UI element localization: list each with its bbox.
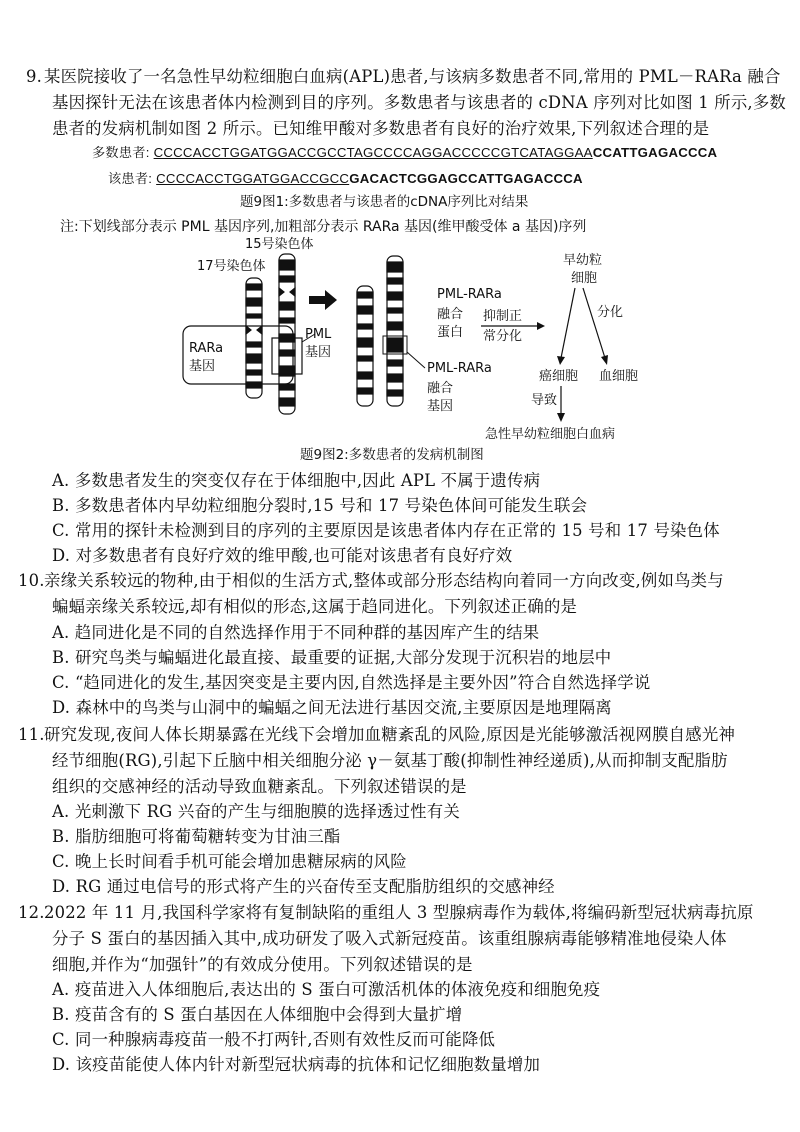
blood-cell-label: 血细胞 <box>599 369 639 384</box>
q11-stem-line-3: 组织的交感神经的活动导致血糖紊乱。下列叙述错误的是 <box>52 777 467 796</box>
translocated-chromosome-a <box>357 286 373 406</box>
rara-gene-label-1: RARa <box>189 341 224 356</box>
q12-stem-line-3: 细胞,并作为“加强针”的有效成分使用。下列叙述错误的是 <box>52 955 473 974</box>
q9-option-b: B. 多数患者体内早幼粒细胞分裂时,15 号和 17 号染色体间可能发生联会 <box>52 496 588 515</box>
translocated-chromosome-b <box>387 256 403 406</box>
seq1-rara-part: CCATTGAGACCCA <box>592 145 718 160</box>
q12-option-b: B. 疫苗含有的 S 蛋白基因在人体细胞中会得到大量扩增 <box>52 1005 463 1024</box>
fusion-gene-label-2: 融合 <box>427 381 454 396</box>
arrow-to-blood-cell <box>601 355 608 365</box>
seq1-label: 多数患者: <box>92 145 150 160</box>
fig1-caption: 题9图1:多数患者与该患者的cDNA序列比对结果 <box>240 194 529 210</box>
q9-number: 9. <box>26 67 43 86</box>
inhibit-arrow <box>537 322 545 330</box>
fig1-note: 注:下划线部分表示 PML 基因序列,加粗部分表示 RARa 基因(维甲酸受体 a 基因)序列 <box>60 219 587 235</box>
q10-option-d: D. 森林中的鸟类与山洞中的蝙蝠之间无法进行基因交流,主要原因是地理隔离 <box>52 698 612 717</box>
fig2-caption: 题9图2:多数患者的发病机制图 <box>300 447 484 463</box>
fusion-gene-label-1: PML-RARa <box>427 361 492 376</box>
pml-gene-label-1: PML <box>305 327 332 342</box>
q12-stem-line-1: 2022 年 11 月,我国科学家将有复制缺陷的重组人 3 型腺病毒作为载体,将编码新型冠状病毒抗原 <box>44 903 754 922</box>
seq1-pml-part: CCCCACCTGGATGGACCGCCTAGCCCCAGGACCCCCGTCATAGGAA <box>153 145 593 160</box>
fusion-gene-label-3: 基因 <box>427 399 454 414</box>
fusion-protein-label-3: 蛋白 <box>437 325 464 340</box>
chr15-label: 15号染色体 <box>245 237 314 252</box>
promyelocyte-label-2: 细胞 <box>571 271 598 286</box>
disease-label: 急性早幼粒细胞白血病 <box>485 427 616 442</box>
seq2-label: 该患者: <box>108 171 153 186</box>
q9-option-a: A. 多数患者发生的突变仅存在于体细胞中,因此 APL 不属于遗传病 <box>52 471 541 490</box>
differentiate-label: 分化 <box>597 305 624 320</box>
q11-stem-line-1: 研究发现,夜间人体长期暴露在光线下会增加血糖紊乱的风险,原因是光能够激活视网膜自感光神 <box>44 725 736 744</box>
seq2-pml-part: CCCCACCTGGATGGACCGCC <box>156 171 350 186</box>
q12-option-a: A. 疫苗进入人体细胞后,表达出的 S 蛋白可激活机体的体液免疫和细胞免疫 <box>52 980 601 999</box>
q11-option-d: D. RG 通过电信号的形式将产生的兴奋传至支配脂肪组织的交感神经 <box>52 877 555 896</box>
q10-stem-line-2: 蝙蝠亲缘关系较远,却有相似的形态,这属于趋同进化。下列叙述正确的是 <box>52 597 578 616</box>
q9-stem-line-1: 某医院接收了一名急性早幼粒细胞白血病(APL)患者,与该病多数患者不同,常用的 PML－RARa 融合 <box>44 67 781 86</box>
q11-option-b: B. 脂肪细胞可将葡萄糖转变为甘油三酯 <box>52 827 341 846</box>
seq2-rara-part: GACACTCGGAGCCATTGAGACCCA <box>349 171 583 186</box>
q11-option-a: A. 光刺激下 RG 兴奋的产生与细胞膜的选择透过性有关 <box>52 802 460 821</box>
q11-number: 11. <box>18 725 45 744</box>
q12-number: 12. <box>18 903 45 922</box>
q9-option-c: C. 常用的探针未检测到目的序列的主要原因是该患者体内存在正常的 15 号和 17 号染色体 <box>52 521 720 540</box>
q12-option-d: D. 该疫苗能使人体内针对新型冠状病毒的抗体和记忆细胞数量增加 <box>52 1055 541 1074</box>
leads-to-label: 导致 <box>531 393 558 408</box>
translocation-arrow <box>309 290 337 310</box>
q10-option-c: C. “趋同进化的发生,基因突变是主要内因,自然选择是主要外因”符合自然选择学说 <box>52 673 651 692</box>
q12-option-c: C. 同一种腺病毒疫苗一般不打两针,否则有效性反而可能降低 <box>52 1030 496 1049</box>
q12-stem-line-2: 分子 S 蛋白的基因插入其中,成功研发了吸入式新冠疫苗。该重组腺病毒能够精准地侵染人体 <box>52 929 727 948</box>
fusion-protein-label-1: PML-RARa <box>437 287 502 302</box>
q11-stem-line-2: 经节细胞(RG),引起下丘脑中相关细胞分泌 γ－氨基丁酸(抑制性神经递质),从而抑制支配脂肪 <box>52 751 728 770</box>
q10-option-b: B. 研究鸟类与蝙蝠进化最直接、最重要的证据,大部分发现于沉积岩的地层中 <box>52 648 612 667</box>
q10-option-a: A. 趋同进化是不同的自然选择作用于不同种群的基因库产生的结果 <box>52 623 540 642</box>
cancer-cell-label: 癌细胞 <box>539 369 579 384</box>
q9-option-d: D. 对多数患者有良好疗效的维甲酸,也可能对该患者有良好疗效 <box>52 546 513 565</box>
arrow-to-cancer-cell <box>557 356 565 365</box>
q9-sequence-patient <box>108 170 583 188</box>
q11-option-c: C. 晚上长时间看手机可能会增加患糖尿病的风险 <box>52 852 407 871</box>
q9-stem-line-3: 患者的发病机制如图 2 所示。已知维甲酸对多数患者有良好的治疗效果,下列叙述合理的是 <box>52 119 710 138</box>
rara-gene-label-2: 基因 <box>189 359 216 374</box>
pml-gene-label-2: 基因 <box>305 345 332 360</box>
fusion-protein-label-2: 融合 <box>437 307 464 322</box>
q9-stem-line-2: 基因探针无法在该患者体内检测到目的序列。多数患者与该患者的 cDNA 序列对比如图 1 所示,多数 <box>52 93 787 112</box>
inhibit-label-2: 常分化 <box>483 329 523 344</box>
chr17-label: 17号染色体 <box>197 259 266 274</box>
q10-number: 10. <box>18 571 45 590</box>
chromosome-17 <box>246 278 262 398</box>
inhibit-label-1: 抑制正 <box>483 309 523 324</box>
q9-sequence-majority <box>92 144 717 162</box>
promyelocyte-label-1: 早幼粒 <box>563 253 603 268</box>
q10-stem-line-1: 亲缘关系较远的物种,由于相似的生活方式,整体或部分形态结构向着同一方向改变,例如鸟类与 <box>44 571 724 590</box>
arrow-to-disease <box>557 413 565 422</box>
fig2-mechanism-diagram <box>175 234 645 442</box>
